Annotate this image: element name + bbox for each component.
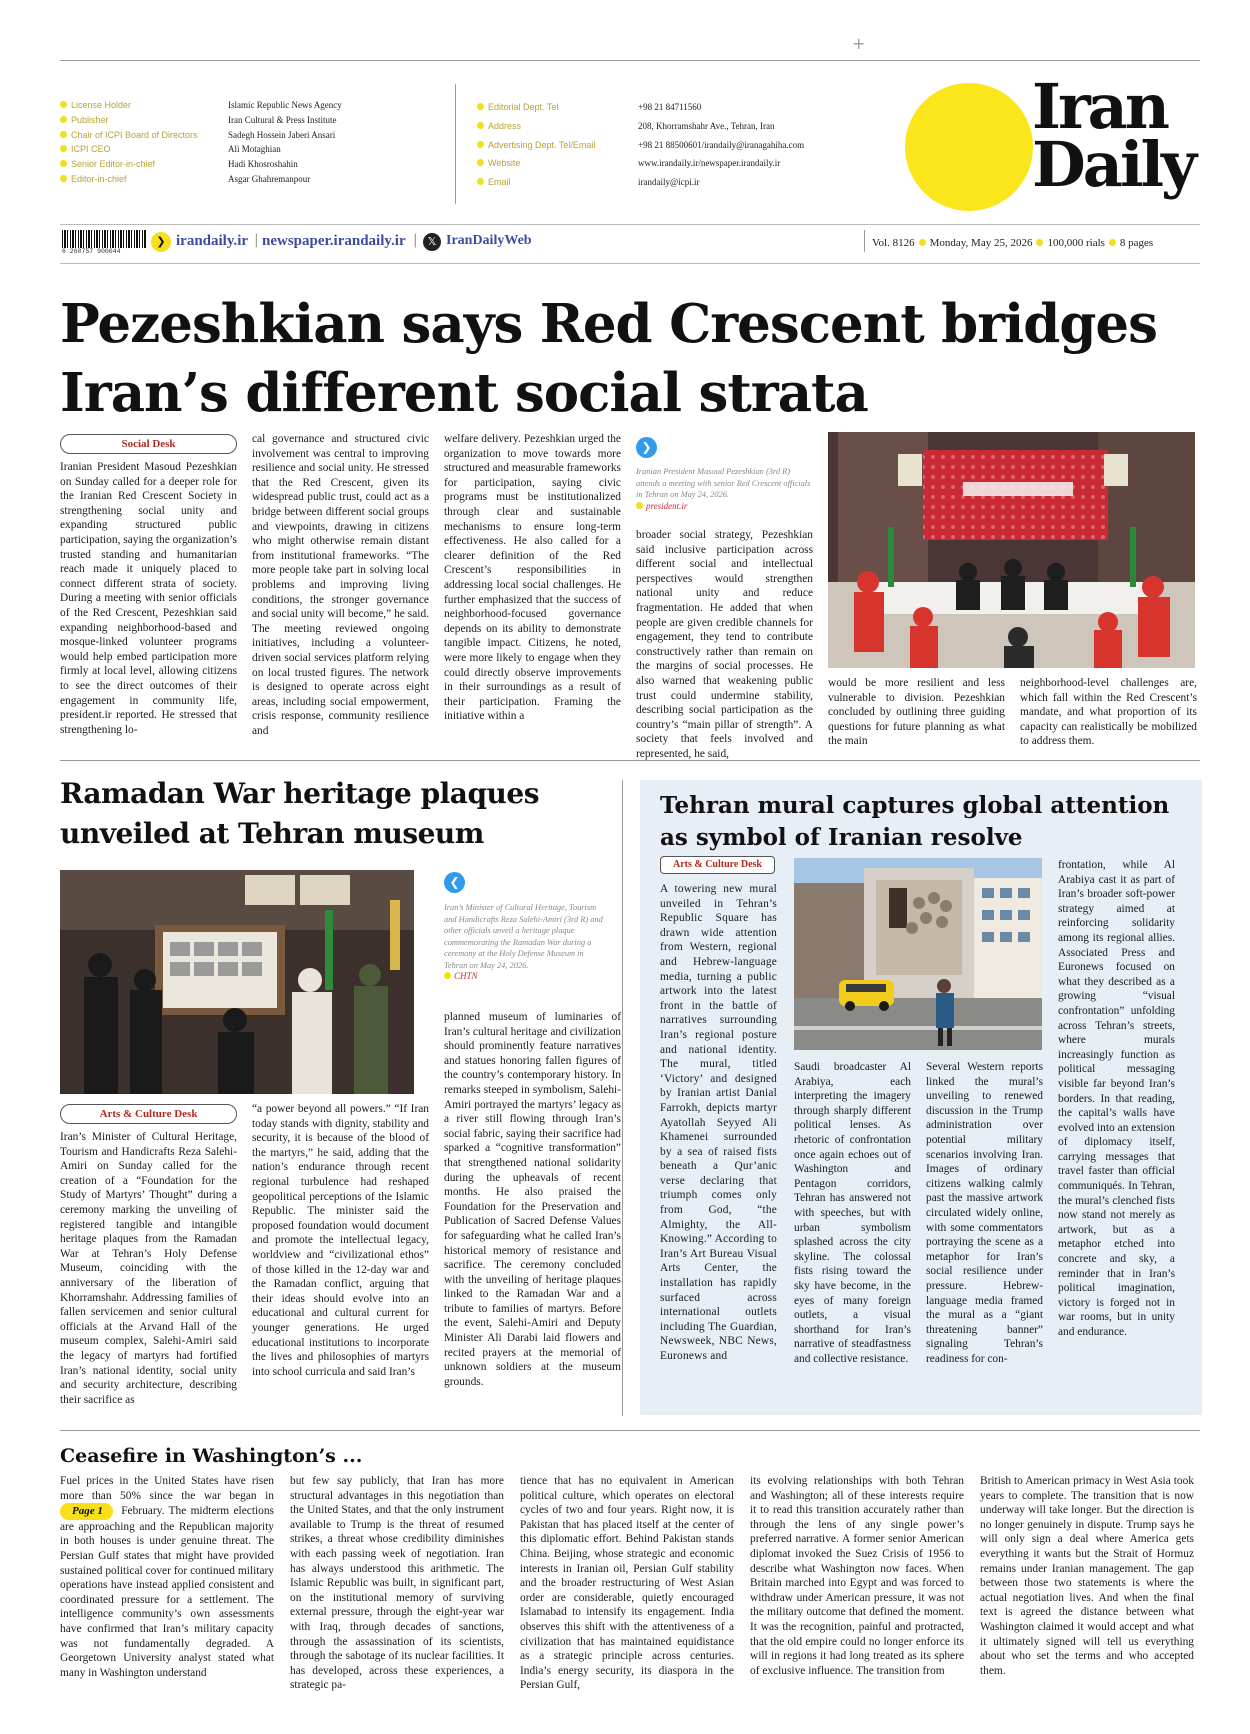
lead-sentence: Fuel prices in the United States have risen more than 50% since the war began in — [60, 1475, 274, 1502]
photo-credit: CHTN — [444, 971, 604, 983]
staff-value: Asgar Ghahremanpour — [228, 173, 311, 184]
column-divider — [622, 780, 623, 1416]
price: 100,000 rials — [1047, 237, 1105, 249]
column-text: February. The midterm elections are approaching and the Republican majority in both houses is under genuine threat. The Persian Gulf states that might have provided sustained political cover for continued military operations have instead applied consistent and coordinated pressure for a settlement. The intelligence community’s own assessments have confirmed that Iran’s military capacity was not fundamentally degraded. A Georgetown University analyst stated what many in Washington understand — [60, 1505, 274, 1679]
article-column: neighborhood-level challenges are, which fall within the Red Crescent’s mandate, and what proportion of its capacity can realistically be mobilized to address them. — [1020, 677, 1197, 748]
headline-line-1: Ramadan War heritage plaques — [60, 777, 539, 810]
article-column: Iranian President Masoud Pezeshkian on Sunday called for a deeper role for the Iranian Red Crescent Society in strengthening social unity and expanding structured public participation, saying the organization’s trusted standing and humanitarian reach made it uniquely placed to connect different strata of society. During a meeting with senior officials of the Red Crescent, Pezeshkian said expanding neighborhood-based and mosque-linked volunteer programs would help embed participation more firmly at local level, allowing citizens to see the direct outcomes of their engagement in community life, president.ir reported. He stressed that strengthening lo- — [60, 461, 237, 736]
staff-value: Ali Motaghian — [228, 144, 281, 155]
chevron-left-icon[interactable]: ❮ — [444, 872, 465, 893]
article-column: Several Western reports linked the mural’s unveiling to renewed discussion in the Trump administration over potential military scenarios involving Iran. Images of ordinary citizens walking calmly past the massive artwork circulated widely online, with some commentators portraying the scene as a metaphor for Iran’s social resilience under pressure. Hebrew-language media framed the mural as a “giant threatening banner” signaling Tehran’s readiness for con- — [926, 1061, 1043, 1365]
top-rule — [60, 60, 1200, 61]
contact-label: Editorial Dept. Tel — [477, 98, 637, 117]
staff-value: Islamic Republic News Agency — [228, 100, 342, 110]
section-rule — [60, 1430, 1200, 1431]
photo-caption — [444, 902, 604, 983]
registration-mark: + — [852, 34, 866, 53]
logo-sun-circle — [905, 83, 1033, 211]
article-headline[interactable]: Ceasefire in Washington’s ... — [60, 1445, 363, 1467]
headline-line-2: as symbol of Iranian resolve — [660, 824, 1023, 851]
separator-dot — [1036, 239, 1043, 246]
plaque-ceremony-art — [60, 870, 414, 1094]
barcode-number: 6 260757 900044 — [62, 248, 121, 255]
staff-label: License Holder — [60, 98, 230, 113]
section-rule — [60, 760, 1200, 761]
masthead-contact-values — [638, 98, 868, 192]
caption-text: Iranian President Masoud Pezeshkian (3rd R) attends a meeting with senior Red Crescent officials in Tehran on May 24, 2026. — [636, 467, 811, 499]
plaque-ceremony-photo — [60, 870, 414, 1094]
issue-date: Monday, May 25, 2026 — [929, 237, 1033, 249]
staff-label: Publisher — [60, 113, 230, 128]
page-jump-tag[interactable]: Page 1 — [60, 1503, 113, 1520]
contact-value[interactable]: irandaily@icpi.ir — [638, 177, 700, 188]
web-link-2[interactable]: newspaper.irandaily.ir — [262, 233, 406, 249]
infobar-divider — [864, 230, 865, 252]
photo-credit: president.ir — [636, 501, 816, 513]
photo-caption — [636, 466, 816, 512]
contact-label: Address — [477, 117, 637, 136]
article-headline[interactable] — [60, 774, 580, 854]
article-column: its evolving relationships with both Tehran and Washington; all of these interests require it to read this transition accurately rather than through the lens of any single power’s preferred narrative. A former senior American diplomat invoked the Suez Crisis of 1956 to describe what Washington now faces. When Britain marched into Egypt and was forced to withdraw under American pressure, it was not the military outcome that defined the moment. It was the recognition, painful and protracted, that the old empire could no longer enforce its will in regions it had long treated as its sphere of exclusive influence. The transition from — [750, 1475, 964, 1677]
caption-text: Iran’s Minister of Cultural Heritage, Tourism and Handicrafts Reza Salehi-Amiri (3rd R) and other officials unveil a heritage plaque commemorating the Ramadan War during a ceremony at the Holy Defense Museum in Tehran on May 24, 2026. — [444, 903, 603, 970]
section-tag: Social Desk — [60, 434, 237, 454]
headline-line-2: unveiled at Tehran museum — [60, 817, 484, 850]
meeting-photo-art — [828, 432, 1195, 668]
article-column: Iran’s Minister of Cultural Heritage, Tourism and Handicrafts Reza Salehi-Amiri on Sunday called for the creation of a “Foundation for the Study of Martyrs’ Thought” during a ceremony marking the unveiling of registered tangible and intangible heritage plaques from the Ramadan War at Tehran’s Holy Defense Museum, coinciding with the anniversary of the liberation of Khorramshahr. Addressing families of fallen servicemen and senior cultural officials at the Arvand Hall of the museum complex, Salehi-Amiri said the legacy of martyrs had fortified Iran’s national identity, social unity and security architecture, describing their sacrifice as — [60, 1131, 237, 1406]
article-column — [60, 1474, 274, 1704]
issue-info — [872, 237, 1153, 249]
web-link-1[interactable]: irandaily.ir — [176, 233, 249, 249]
staff-label: Chair of ICPI Board of Directors — [60, 128, 230, 143]
staff-label: Senior Editor-in-chief — [60, 157, 230, 172]
contact-label: Advertising Dept. Tel/Email — [477, 136, 637, 155]
article-column: A towering new mural unveiled in Tehran’s Republic Square has drawn wide attention from Western, regional and Hebrew-language media, turning a public artwork into the latest front in the battle of narratives surrounding Iran’s regional posture and national identity. The mural, titled ‘Victory’ and designed by Iranian artist Danial Farrokh, depicts martyr Ayatollah Seyyed Ali Khamenei surrounded by a sea of raised fists beneath a Qur’anic verse declaring that triumph comes only from God, “the Almighty, the All-Knowing.” According to Iran’s Art Bureau Visual Arts Center, the installation has rapidly surfaced across international outlets including The Guardian, Newsweek, NBC News, Euronews and — [660, 883, 777, 1362]
logo-wordmark — [1032, 70, 1202, 201]
masthead-staff-values — [228, 98, 438, 187]
article-column: frontation, while Al Arabiya cast it as part of Iran’s broader soft-power strategy aimed at reinforcing solidarity among its regional allies. Associated Press and Euronews focused on what they described as a growing “visual confrontation” unfolding across Tehran’s streets, where murals increasingly function as political messaging visible far beyond Iran’s borders. In that reading, the capital’s walls have evolved into an extension of diplomacy itself, carrying messages that travel faster than official communiqués. In Tehran, the mural’s clenched fists now stand not merely as artwork, but as a metaphor etched into concrete and sky, a reminder that in Iran’s political imagination, victory is forged not in war rooms, but in unity and endurance. — [1058, 859, 1175, 1338]
staff-label: ICPI CEO — [60, 142, 230, 157]
article-column: would be more resilient and less vulnerable to division. Pezeshkian concluded by outlining three guiding questions for future planning as what the main — [828, 677, 1005, 748]
article-column: cal governance and structured civic involvement was central to improving resilience and social unity. He stressed that the Red Crescent, given its widespread public trust, could act as a bridge between different social groups and viewpoints, drawing in citizens who might otherwise remain distant from institutional frameworks. “The more people take part in solving local problems and improving living conditions, the stronger governance and social unity will become,” he said. The meeting reviewed ongoing initiatives, including a volunteer-driven social services platform relying on local trusted figures. The network is designed to operate across eight areas, including social empowerment, crisis response, community resilience and — [252, 433, 429, 737]
barcode — [62, 230, 146, 248]
contact-value[interactable]: www.irandaily.ir/newspaper.irandaily.ir — [638, 158, 781, 169]
infobar-top-rule — [60, 224, 1200, 225]
lead-headline[interactable] — [60, 290, 1200, 428]
meeting-photo — [828, 432, 1195, 668]
separator-dot — [919, 239, 926, 246]
logo-line-2: Daily — [1032, 128, 1195, 201]
contact-value: 208, Khorramshahr Ave., Tehran, Iran — [638, 120, 775, 131]
logo-line-1: Iran — [1032, 70, 1167, 143]
volume: Vol. 8126 — [872, 237, 915, 249]
article-column: “a power beyond all powers.” “If Iran today stands with dignity, stability and security, it is because of the blood of the martyrs,” he said, adding that the nation’s endurance through recent regional turbulence had reshaped geopolitical perceptions of the Islamic Republic. The minister said the proposed foundation would document and promote the intellectual legacy, worldview and “civilizational ethos” of those killed in the 12-day war and the Ramadan conflict, arguing that their ideas should evolve into an educational and cultural current for younger generations. He urged educational institutions to incorporate the lives and philosophies of martyrs into school curricula and said Iran’s — [252, 1103, 429, 1378]
separator-dot — [1109, 239, 1116, 246]
infobar-bottom-rule — [60, 263, 1200, 264]
article-column: but few say publicly, that Iran has more structural advantages in this negotiation than the United States, and that the only instrument available to Trump is the threat of resumed strikes, a threat whose credibility diminishes with each passing week of negotiation. Iran has always understood this arithmetic. The Islamic Republic was built, in significant part, on the institutional memory of surviving external pressure, through the eight-year war with Iraq, through decades of sanctions, through the assassination of its scientists, through the sabotage of its nuclear facilities. It has developed, across these experiences, a strategic pa- — [290, 1475, 504, 1692]
staff-value: Sadegh Hossein Jaberi Ansari — [228, 129, 336, 140]
chevron-right-icon[interactable]: ❯ — [636, 437, 657, 458]
contact-label: Website — [477, 154, 637, 173]
article-column: British to American primacy in West Asia took years to complete. The transition that is now underway will take longer. But the direction is no longer genuinely in dispute. Trump says he will only sign a deal where America gets everything it wants but the Strait of Hormuz remains under Iranian management. The gap between those two statements is where the actual negotiation lives. And when the final text is agreed the distance between what Washington claimed it would accept and what it ultimately signed will tell us everything about who set the terms and who accepted them. — [980, 1475, 1194, 1677]
contact-value: +98 21 84711560 — [638, 102, 702, 112]
article-column: planned museum of luminaries of Iran’s cultural heritage and civilization should prominently feature narratives and statues honoring fallen figures of the country’s contemporary history. In remarks steeped in symbolism, Salehi-Amiri portrayed the martyrs’ legacy as a river still flowing through Iran’s social fabric, saying their sacrifice had sparked a “cognitive transformation” that strengthened national solidarity during the upheavals of recent months. He also praised the Foundation for the Preservation and Publication of Sacred Defense Values for safeguarding what he called Iran’s historical memory of resistance and sacrifice. The ceremony concluded with the unveiling of heritage plaques linked to the Ramadan War and a tribute to families of martyrs. Before the event, Salehi-Amiri and Deputy Minister Ali Darabi laid flowers and recited prayers at the memorial of unknown soldiers at the museum grounds. — [444, 1011, 621, 1388]
link-separator: | — [254, 232, 259, 248]
x-logo-icon[interactable]: 𝕏 — [423, 233, 441, 251]
section-tag: Arts & Culture Desk — [60, 1104, 237, 1124]
article-column: broader social strategy, Pezeshkian said inclusive participation across different social and intellectual perspectives would strengthen national unity and reduce fragmentation. He added that when people are given credible channels for engagement, they tend to contribute constructively rather than remain on the margins of social processes. He also warned that weakening public trust could undermine stability, describing social participation as the country’s “main pillar of strength”. A society that feels involved and represented, he said, — [636, 529, 813, 760]
page-count: 8 pages — [1119, 237, 1154, 249]
masthead-contact-labels — [477, 98, 637, 192]
article-column: tience that has no equivalent in American political culture, which operates on electoral cycles of two and four years. Right now, it is Pakistan that has placed itself at the center of this diplomatic effort. Behind Pakistan stands China. Beijing, whose strategic and economic interests in Iranian oil, Persian Gulf stability and the broader restructuring of West Asian order are considerable, quietly encouraged Islamabad to intensify its engagement. India observes this shift with the attentiveness of a civilization that has maintained equidistance as a strategic principle across centuries. India’s energy security, its diaspora in the Persian Gulf, — [520, 1475, 734, 1692]
social-handle[interactable]: IranDailyWeb — [446, 233, 532, 248]
contact-value: +98 21 88500601/irandaily@iranagahiha.com — [638, 139, 805, 150]
headline-line-1: Tehran mural captures global attention — [660, 792, 1170, 819]
section-tag: Arts & Culture Desk — [660, 856, 775, 874]
article-column: welfare delivery. Pezeshkian urged the organization to move towards more structured and measurable frameworks for participation, saying civic programs must be institutionalized through clear and sustainable mechanisms to ensure long-term effectiveness. He also called for a clearer definition of the Red Crescent’s responsibilities in addressing local social challenges. He further emphasized that the success of neighborhood-focused governance depends on its ability to demonstrate tangible impact. Citizens, he noted, were more likely to engage when they could directly observe improvements in their surroundings as a result of their participation. Framing the initiative within a — [444, 433, 621, 723]
chevron-right-icon: ❯ — [151, 232, 171, 252]
article-column: Saudi broadcaster Al Arabiya, each interpreting the imagery through sharply different political lenses. As rhetoric of confrontation once again echoes out of Washington and Pentagon corridors, Tehran has answered not with speeches, but with urban symbolism splashed across the city skyline. The colossal fists rising toward the sky have become, in the eyes of many foreign outlets, a visual shorthand for Iran’s narrative of steadfastness and collective resistance. — [794, 1061, 911, 1365]
staff-value: Iran Cultural & Press Institute — [228, 114, 337, 125]
lead-headline-line-1: Pezeshkian says Red Crescent bridges — [60, 293, 1157, 355]
article-headline[interactable] — [660, 790, 1200, 854]
masthead-divider — [455, 84, 456, 204]
contact-label: Email — [477, 173, 637, 192]
masthead-staff-labels — [60, 98, 230, 187]
staff-value: Hadi Khosroshahin — [228, 159, 298, 170]
mural-street-art — [794, 858, 1042, 1050]
mural-street-photo — [794, 858, 1042, 1050]
staff-label: Editor-in-chief — [60, 172, 230, 187]
lead-headline-line-2: Iran’s different social strata — [60, 362, 868, 424]
link-separator: | — [413, 232, 418, 248]
